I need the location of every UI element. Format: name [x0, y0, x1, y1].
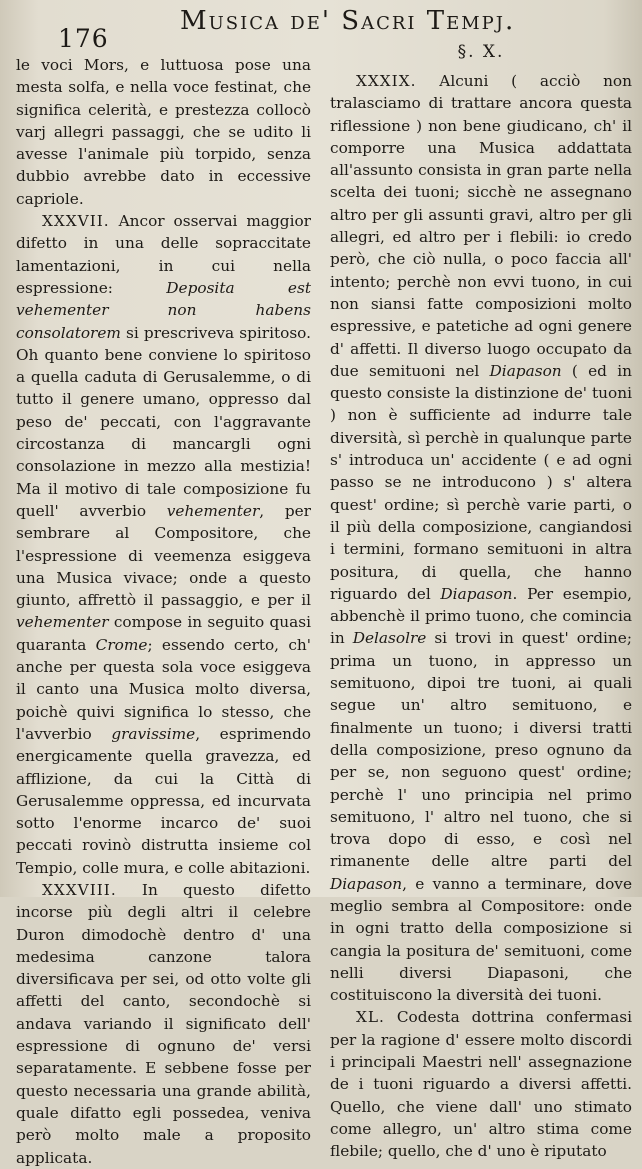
paragraph-xxxix: [330, 70, 632, 1006]
paragraph-text: si prescriveva spiritoso. Oh quanto bene conviene lo spiritoso a quella caduta di Gerusalemme, o di tutto il genere umano, oppresso dal peso de' peccati, con l'aggravante circostanza di mancargli ogni consolazione in mezzo alla mestizia! Ma il motivo di tale composizione fu quell' avverbio: [16, 323, 311, 520]
paragraph-text: . Per esempio, abbenchè il primo tuono, che comincia in: [330, 584, 632, 648]
section-heading: §. X.: [457, 42, 505, 62]
italic-term: vehementer: [16, 613, 109, 632]
paragraph-text: Codesta dottrina confermasi per la ragione d' essere molto discordi i principali Maestri nell' assegnazione de i tuoni riguardo a diversi affetti. Quello, che viene dall' uno stimato come allegro, un' altro stima come flebile; quello, che d' uno è riputato: [330, 1008, 632, 1161]
paragraph-number: XXXVII.: [42, 212, 110, 231]
italic-term: Delasolre: [352, 629, 427, 648]
paragraph-text: ; essendo certo, ch' anche per questa sola voce esiggeva il canto una Musica molto diversa, poichè quivi significa lo stesso, che l'avverbio: [16, 635, 311, 743]
paragraph-text: Alcuni ( acciò non tralasciamo di trattare ancora questa riflessione ) non bene giudicano, ch' il comporre una Musica addattata all'assunto consista in gran parte nella scelta dei tuoni; sicchè ne assegnano altro per gli assunti gravi, altro per gli allegri, ed altro per i flebili: io credo però, che ciò nulla, o poco faccia all' intento; perchè non evvi tuono, in cui non siansi fatte composizioni molto espressive, e patetiche ad ogni genere d' affetti. Il diverso luogo occupato da due semituoni nel: [330, 72, 632, 380]
paragraph-text: si trovi in quest' ordine; prima un tuono, in appresso un semituono, dipoi tre tuoni, ai quali segue un' altro semituono, e finalmente un tuono; i diversi tratti della composizione, preso ognuno da per se, non seguono quest' ordine; perchè l' uno principia nel primo semituono, l' altro nel tuono, che si trova dopo di esso, e così nel rimanente delle altre parti del: [330, 629, 632, 871]
paragraph-text: compose in seguito quasi quaranta: [16, 613, 311, 654]
paragraph-xxxvii: [16, 210, 311, 879]
paragraph-text: Ancor osservai maggior difetto in una delle sopraccitate lamentazioni, in cui nella espressione:: [16, 212, 311, 297]
italic-term: Diapason: [440, 584, 513, 603]
paragraph-text: le voci Mors, e luttuosa pose una mesta solfa, e nella voce festinat, che significa celerità, e prestezza collocò varj allegri passaggi, che se udito li avesse l'animale più torpido, senza dubbio avrebbe dato in eccessive capriole.: [16, 56, 311, 208]
paragraph-text: ( ed in questo consiste la distinzione de' tuoni ) non è sufficiente ad indurre tale diversità, sì perchè in qualunque parte s' introduca un' accidente ( e ad ogni passo se ne introducono ) s' altera quest' ordine; sì perchè varie parti, o il più della composizione, cangiandosi i termini, formano semituoni in altra positura, di quella, che hanno riguardo del: [330, 361, 632, 603]
paragraph-text: , per sembrare al Compositore, che l'espressione di veemenza esiggeva una Musica vivace; onde a questo giunto, affrettò il passaggio, e per il: [16, 501, 311, 610]
paragraph-xl: [330, 1006, 632, 1162]
italic-term: Diapason: [489, 361, 562, 380]
italic-term: Diapason: [330, 874, 403, 893]
paragraph-text: , e vanno a terminare, dove meglio sembra al Compositore: onde in ogni tratto della composizione si cangia la positura de' semituoni, come nelli diversi Diapasoni, che costituiscono la diversità dei tuoni.: [330, 874, 632, 1005]
paragraph-xxxviii: [16, 879, 311, 1169]
paragraph-number: XXXIX.: [356, 72, 417, 90]
paragraph-text: In questo difetto incorse più degli altri il celebre Duron dimodochè dentro d' una medesima canzone talora diversificava per sei, od otto volte gli affetti del canto, secondochè si andava variando il significato dell' espressione di ognuno de' versi separatamente. E sebbene fosse per questo necessaria una grande abilità, quale difatto egli possedea, veniva però molto male a proposito applicata.: [16, 880, 311, 1167]
running-title: Musica de' Sacri Tempj.: [180, 6, 516, 36]
latin-quote: Deposita est vehementer non habens consolatorem: [16, 278, 311, 342]
paragraph-continuation: [16, 54, 311, 210]
paragraph-number: XXXVIII.: [42, 880, 117, 899]
page-number: 176: [58, 24, 109, 53]
italic-term: gravissime: [111, 724, 196, 743]
left-column: [16, 54, 311, 1169]
paragraph-text: , esprimendo energicamente quella gravezza, ed afflizione, da cui la Città di Gerusalemme oppressa, ed incurvata sotto l'enorme incarco de' suoi peccati rovinò distrutta insieme col Tempio, colle mura, e colle abitazioni.: [16, 724, 311, 877]
right-column: [330, 40, 632, 1163]
italic-term: Crome: [95, 635, 148, 654]
paragraph-number: XL.: [356, 1008, 385, 1027]
italic-term: vehementer: [166, 501, 260, 520]
